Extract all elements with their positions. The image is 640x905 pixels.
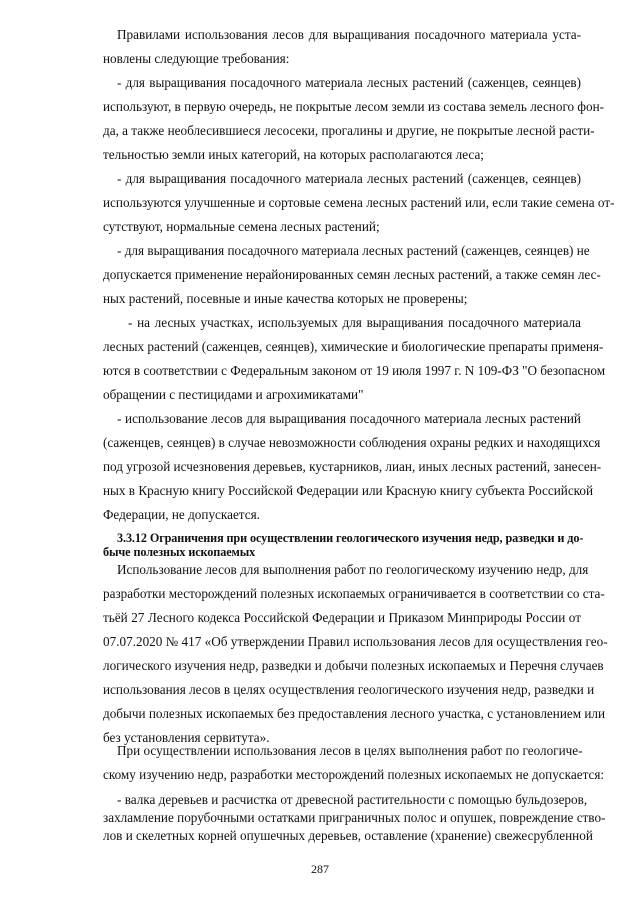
paragraph-6-line-1: - использование лесов для выращивания посадочного материала лесных растений bbox=[117, 411, 581, 426]
paragraph-5-line-1: - на лесных участках, используемых для выращивания посадочного материала bbox=[128, 315, 581, 330]
section-heading-line-1: 3.3.12 Ограничения при осуществлении геологического изучения недр, разведки и до- bbox=[117, 531, 584, 545]
paragraph-3-line-3: сутствуют, нормальные семена лесных растений; bbox=[103, 219, 380, 234]
paragraph-2-line-2: используют, в первую очередь, не покрытые лесом земли из состава земель лесного фон- bbox=[103, 99, 605, 114]
paragraph-2-line-4: тельностью земли иных категорий, на которых располагаются леса; bbox=[103, 147, 484, 162]
paragraph-7-line-7: добычи полезных ископаемых без предоставления лесного участка, с установлением или bbox=[103, 706, 606, 721]
paragraph-9-line-1: - валка деревьев и расчистка от древесной растительности с помощью бульдозеров, bbox=[117, 792, 588, 807]
paragraph-8-line-2: скому изучению недр, разработки месторождений полезных ископаемых не допускается: bbox=[103, 767, 605, 782]
section-heading-line-2: быче полезных ископаемых bbox=[103, 545, 256, 559]
paragraph-7-line-4: 07.07.2020 № 417 «Об утверждении Правил использования лесов для осуществления гео- bbox=[103, 634, 608, 649]
paragraph-8-line-1: При осуществлении использования лесов в целях выполнения работ по геологиче- bbox=[117, 743, 583, 758]
paragraph-1-line-2: новлены следующие требования: bbox=[103, 51, 290, 66]
paragraph-5-line-4: обращении с пестицидами и агрохимикатами" bbox=[103, 387, 364, 402]
paragraph-7-line-8: без установления сервитута». bbox=[103, 730, 270, 745]
paragraph-6-line-2: (саженцев, сеянцев) в случае невозможности соблюдения охраны редких и находящихся bbox=[103, 435, 601, 450]
paragraph-3-line-2: используются улучшенные и сортовые семена лесных растений или, если такие семена от- bbox=[103, 195, 615, 210]
paragraph-2-line-3: да, а также необлесившиеся лесосеки, прогалины и другие, не покрытые лесной расти- bbox=[103, 123, 595, 138]
paragraph-7-line-3: тьёй 27 Лесного кодекса Российской Федерации и Приказом Минприроды России от bbox=[103, 610, 581, 625]
paragraph-7-line-1: Использование лесов для выполнения работ по геологическому изучению недр, для bbox=[117, 562, 589, 577]
paragraph-9-line-2: захламление порубочными остатками приграничных полос и опушек, повреждение ство- bbox=[103, 810, 606, 825]
paragraph-5-line-3: ются в соответствии с Федеральным законом от 19 июля 1997 г. N 109-ФЗ "О безопасном bbox=[103, 363, 606, 378]
paragraph-4-line-3: ных растений, посевные и иные качества которых не проверены; bbox=[103, 291, 468, 306]
paragraph-6-line-4: ных в Красную книгу Российской Федерации или Красную книгу субъекта Российской bbox=[103, 483, 594, 498]
paragraph-5-line-2: лесных растений (саженцев, сеянцев), химические и биологические препараты применя- bbox=[103, 339, 604, 354]
paragraph-7-line-5: логического изучения недр, разведки и добычи полезных ископаемых и Перечня случаев bbox=[103, 658, 604, 673]
paragraph-1-line-1: Правилами использования лесов для выращивания посадочного материала уста- bbox=[117, 27, 581, 42]
paragraph-2-line-1: - для выращивания посадочного материала лесных растений (саженцев, сеянцев) bbox=[117, 75, 581, 90]
paragraph-4-line-2: допускается применение нерайонированных семян лесных растений, а также семян лес- bbox=[103, 267, 601, 282]
paragraph-7-line-2: разработки месторождений полезных ископаемых ограничивается в соответствии со ста- bbox=[103, 586, 605, 601]
paragraph-3-line-1: - для выращивания посадочного материала лесных растений (саженцев, сеянцев) bbox=[117, 171, 581, 186]
page-number: 287 bbox=[311, 862, 329, 876]
paragraph-7-line-6: использования лесов в целях осуществления геологического изучения недр, разведки и bbox=[103, 682, 595, 697]
paragraph-9-line-3: лов и скелетных корней опушечных деревьев, оставление (хранение) свежесрубленной bbox=[103, 828, 593, 843]
paragraph-6-line-3: под угрозой исчезновения деревьев, кустарников, лиан, иных лесных растений, занесен- bbox=[103, 459, 602, 474]
paragraph-6-line-5: Федерации, не допускается. bbox=[103, 507, 260, 522]
paragraph-4-line-1: - для выращивания посадочного материала лесных растений (саженцев, сеянцев) не bbox=[117, 243, 590, 258]
